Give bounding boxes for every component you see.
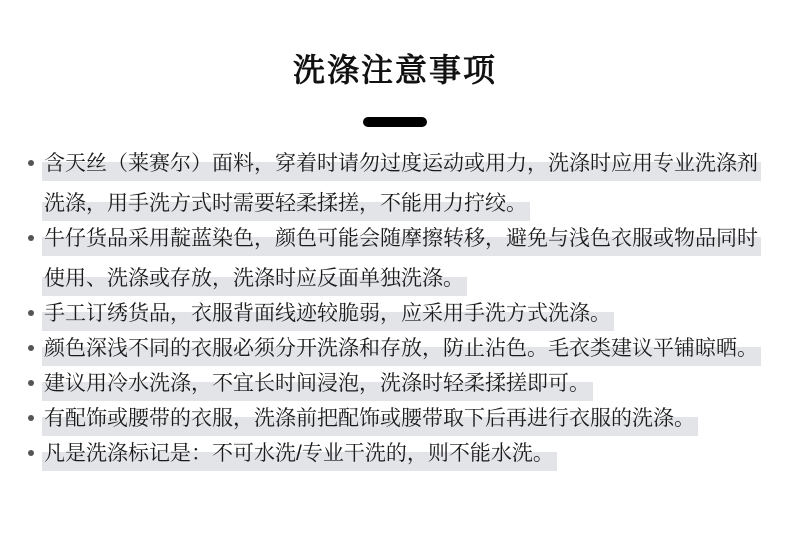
title-divider	[363, 117, 427, 127]
care-note-text: 手工订绣货品，衣服背面线迹较脆弱，应采用手洗方式洗涤。	[42, 302, 614, 331]
care-note-item	[42, 364, 766, 404]
care-note-text: 凡是洗涤标记是：不可水洗/专业干洗的，则不能水洗。	[42, 442, 557, 471]
bullet-icon	[28, 235, 34, 241]
care-note-text: 含天丝（莱赛尔）面料，穿着时请勿过度运动或用力，洗涤时应用专业洗涤剂洗涤，用手洗方式时需要轻柔揉搓，不能用力拧绞。	[42, 152, 761, 221]
care-note-item	[42, 219, 766, 299]
bullet-icon	[28, 450, 34, 456]
bullet-icon	[28, 345, 34, 351]
bullet-icon	[28, 310, 34, 316]
care-note-text: 有配饰或腰带的衣服，洗涤前把配饰或腰带取下后再进行衣服的洗涤。	[42, 407, 698, 436]
care-note-item	[42, 144, 766, 224]
page-title: 洗涤注意事项	[292, 52, 497, 88]
care-note-text: 建议用冷水洗涤，不宜长时间浸泡，洗涤时轻柔揉搓即可。	[42, 372, 593, 401]
bullet-icon	[28, 415, 34, 421]
care-note-item	[42, 399, 766, 439]
bullet-icon	[28, 380, 34, 386]
bullet-icon	[28, 160, 34, 166]
care-note-text: 牛仔货品采用靛蓝染色，颜色可能会随摩擦转移，避免与浅色衣服或物品同时使用、洗涤或存放，洗涤时应反面单独洗涤。	[42, 227, 761, 296]
care-note-item	[42, 294, 766, 334]
care-note-text: 颜色深浅不同的衣服必须分开洗涤和存放，防止沾色。毛衣类建议平铺晾晒。	[42, 337, 761, 366]
care-notes-list	[0, 144, 790, 474]
care-note-item	[42, 434, 766, 474]
care-note-item	[42, 329, 766, 369]
